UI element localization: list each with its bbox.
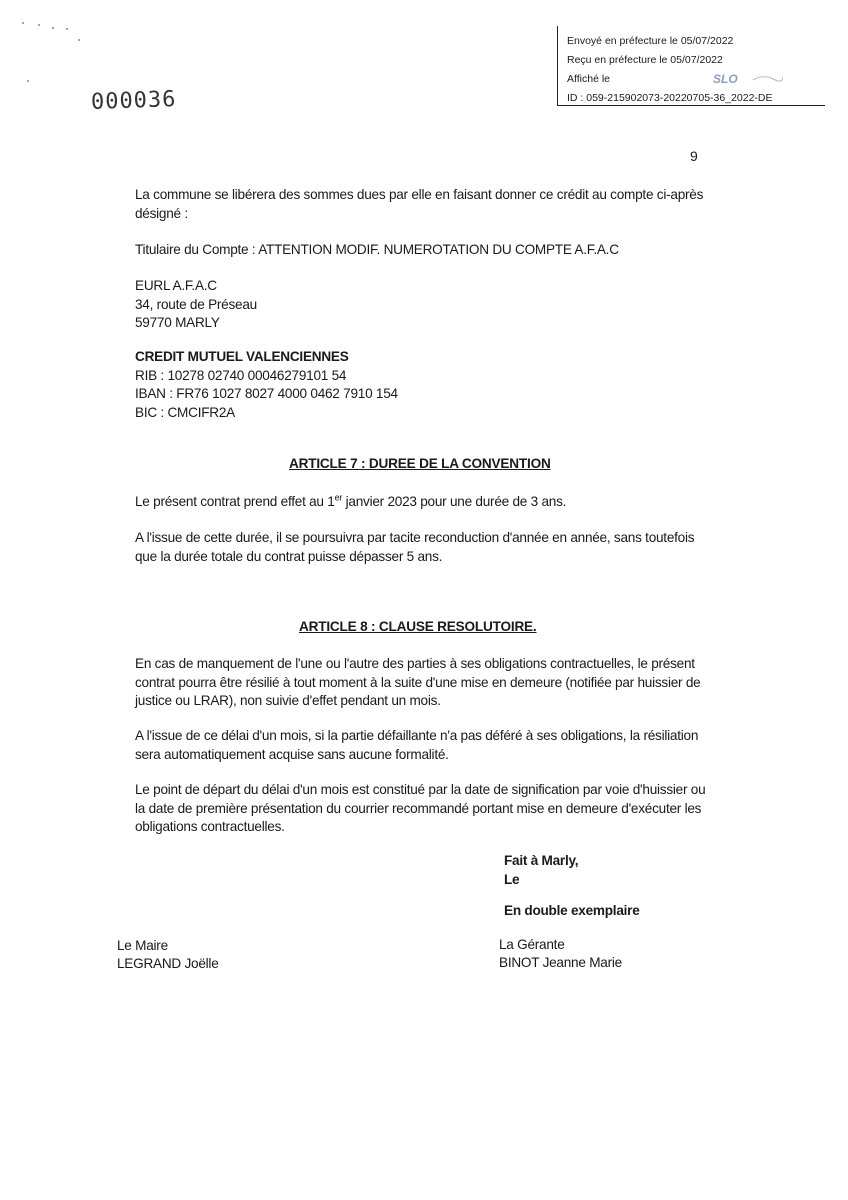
copies-note: En double exemplaire (504, 903, 640, 918)
account-holder-line: Titulaire du Compte : ATTENTION MODIF. NUMEROTATION DU COMPTE A.F.A.C (135, 242, 619, 257)
scan-speck (66, 28, 68, 30)
mayor-name: LEGRAND Joëlle (117, 956, 219, 971)
scan-speck (22, 22, 24, 24)
manager-title: La Gérante (499, 937, 565, 952)
article-8-p2-line-2: sera automatiquement acquise sans aucune formalité. (135, 747, 449, 762)
mayor-title: Le Maire (117, 938, 168, 953)
article-8-p1-line-1: En cas de manquement de l'une ou l'autre des parties à ses obligations contractuelles, le présent (135, 656, 695, 671)
stamp-posted-label: Affiché le (567, 73, 610, 85)
article-7-heading: ARTICLE 7 : DUREE DE LA CONVENTION (289, 456, 551, 471)
signing-date-label: Le (504, 872, 520, 887)
article-7-paragraph-1 (135, 492, 566, 512)
article-8-p2-line-1: A l'issue de ce délai d'un mois, si la partie défaillante n'a pas déféré à ses obligations, la résiliation (135, 728, 699, 743)
intro-line-2: désigné : (135, 206, 188, 221)
bank-bic: BIC : CMCIFR2A (135, 405, 235, 420)
manager-name: BINOT Jeanne Marie (499, 955, 622, 970)
article-8-p1-line-2: contrat pourra être résilié à tout moment à la suite d'une mise en demeure (notifiée par huissier de (135, 675, 701, 690)
slo-logo (713, 72, 783, 86)
scan-speck (52, 27, 54, 29)
article-8-p3-line-3: obligations contractuelles. (135, 819, 285, 834)
company-name: EURL A.F.A.C (135, 278, 217, 293)
article-8-p1-line-3: justice ou LRAR), non suivie d'effet pendant un mois. (135, 693, 441, 708)
bank-name: CREDIT MUTUEL VALENCIENNES (135, 349, 349, 364)
article-7-p2-line-1: A l'issue de cette durée, il se poursuivra par tacite reconduction d'année en année, sans toutefois (135, 530, 695, 545)
company-street: 34, route de Préseau (135, 297, 257, 312)
stamp-received-date: Reçu en préfecture le 05/07/2022 (567, 54, 723, 66)
scan-speck (27, 80, 29, 82)
bank-rib: RIB : 10278 02740 00046279101 54 (135, 368, 347, 383)
signing-place: Fait à Marly, (504, 853, 579, 868)
article-8-heading: ARTICLE 8 : CLAUSE RESOLUTOIRE. (299, 619, 537, 634)
document-number: 000036 (90, 87, 177, 115)
scan-speck (78, 39, 80, 41)
scan-speck (38, 24, 40, 26)
page-number: 9 (690, 148, 698, 164)
stamp-posted-row (567, 70, 825, 89)
stamp-sent-date: Envoyé en préfecture le 05/07/2022 (567, 35, 734, 47)
article-8-p3-line-1: Le point de départ du délai d'un mois est constitué par la date de signification par voie d'huissier ou (135, 782, 706, 797)
company-city: 59770 MARLY (135, 315, 220, 330)
bank-iban: IBAN : FR76 1027 8027 4000 0462 7910 154 (135, 386, 398, 401)
prefecture-stamp (557, 26, 825, 106)
article-7-text-before: Le présent contrat prend effet au 1 (135, 494, 335, 509)
article-7-superscript: er (334, 492, 343, 503)
stamp-id: ID : 059-215902073-20220705-36_2022-DE (567, 92, 773, 104)
intro-line-1: La commune se libérera des sommes dues par elle en faisant donner ce crédit au compte ci-après (135, 187, 704, 202)
article-7-text-after: janvier 2023 pour une durée de 3 ans. (342, 494, 567, 509)
article-7-p2-line-2: que la durée totale du contrat puisse dépasser 5 ans. (135, 549, 443, 564)
svg-text:SLO: SLO (713, 72, 738, 86)
article-8-p3-line-2: la date de première présentation du courrier recommandé portant mise en demeure d'exécuter les (135, 801, 702, 816)
